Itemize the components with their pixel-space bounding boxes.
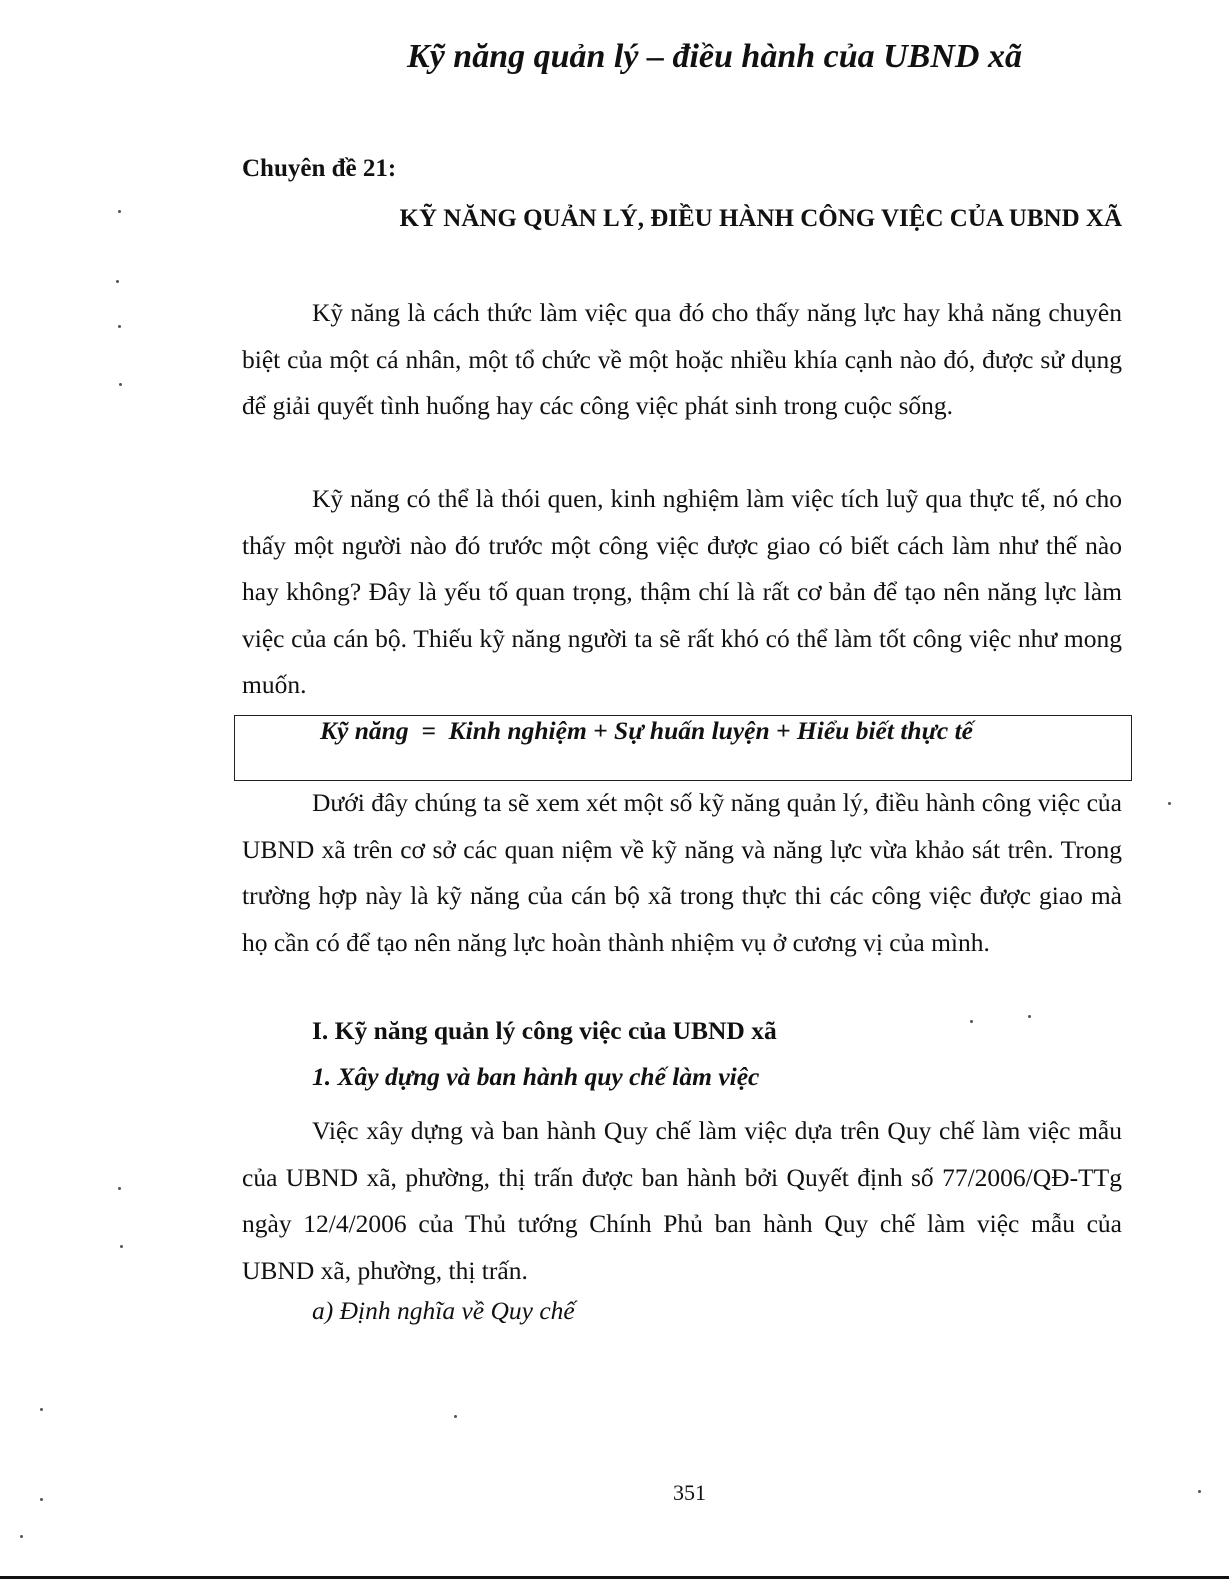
paragraph-skill-definition: Kỹ năng là cách thức làm việc qua đó cho thấy năng lực hay khả năng chuyên biệt của một cá nhân, một tổ chức về một hoặc nhiều khía cạnh nào đó, được sử dụng để giải quyết tình huống hay các công việc phát sinh trong cuộc sống. [242, 298, 1122, 420]
topic-title: KỸ NĂNG QUẢN LÝ, ĐIỀU HÀNH CÔNG VIỆC CỦA UBND XÃ [399, 205, 1122, 232]
section-heading: I. Kỹ năng quản lý công việc của UBND xã [312, 1016, 777, 1045]
scan-speck [118, 325, 121, 328]
topic-label: Chuyên đề 21: [242, 155, 397, 182]
scan-speck [118, 210, 121, 213]
scan-speck [40, 1498, 43, 1501]
scan-speck [118, 1187, 121, 1190]
scan-speck [120, 1245, 123, 1248]
subsection-heading: 1. Xây dựng và ban hành quy chế làm việc [312, 1062, 760, 1091]
scan-speck [1168, 802, 1171, 805]
paragraph-introduction: Dưới đây chúng ta sẽ xem xét một số kỹ năng quản lý, điều hành công việc của UBND xã trên cơ sở các quan niệm về kỹ năng và năng lực vừa khảo sát trên. Trong trường hợp này là kỹ năng của cán bộ xã trong thực thi các công việc được giao mà họ cần có để tạo nên năng lực hoàn thành nhiệm vụ ở cương vị của mình. [242, 788, 1122, 957]
running-header: Kỹ năng quản lý – điều hành của UBND xã [407, 38, 1022, 75]
scan-speck [1198, 1490, 1201, 1493]
bottom-rule [0, 1576, 1229, 1579]
scan-speck [116, 280, 119, 283]
scan-speck [40, 1408, 43, 1411]
scan-speck [119, 383, 122, 386]
paragraph-skill-habit: Kỹ năng có thể là thói quen, kinh nghiệm làm việc tích luỹ qua thực tế, nó cho thấy một người nào đó trước một công việc được giao có biết cách làm như thế nào hay không? Đây là yếu tố quan trọng, thậm chí là rất cơ bản để tạo nên năng lực làm việc của cán bộ. Thiếu kỹ năng người ta sẽ rất khó có thể làm tốt công việc như mong muốn. [242, 484, 1122, 699]
scan-speck [20, 1535, 23, 1538]
formula-text: Kỹ năng = Kinh nghiệm + Sự huấn luyện + Hiểu biết thực tế [320, 716, 973, 745]
paragraph-regulation: Việc xây dựng và ban hành Quy chế làm việc dựa trên Quy chế làm việc mẫu của UBND xã, phường, thị trấn được ban hành bởi Quyết định số 77/2006/QĐ-TTg ngày 12/4/2006 của Thủ tướng Chính Phủ ban hành Quy chế làm việc mẫu của UBND xã, phường, thị trấn. [242, 1116, 1122, 1285]
scan-speck [1028, 1015, 1031, 1018]
item-heading: a) Định nghĩa về Quy chế [312, 1296, 575, 1325]
scan-speck [454, 1415, 457, 1418]
page-number: 351 [673, 1480, 706, 1505]
scan-speck [970, 1020, 973, 1023]
